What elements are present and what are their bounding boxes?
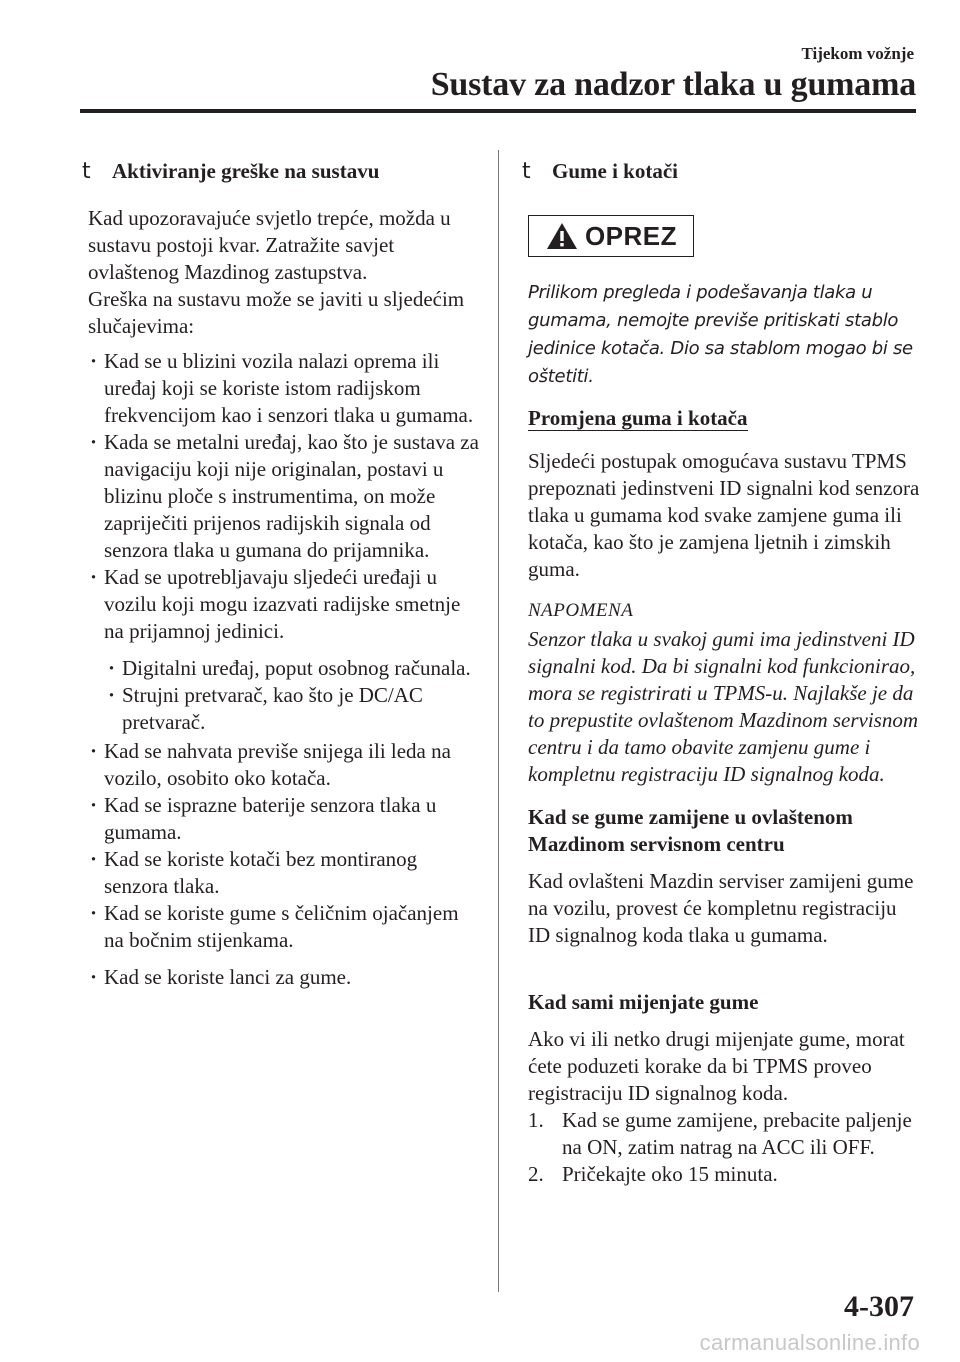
step-number: 1. bbox=[528, 1108, 544, 1132]
step-item bbox=[528, 1161, 922, 1188]
list-item: · Kad se u blizini vozila nalazi oprema ili uređaj koji se koriste istom radijskom frekvencijom kao i senzori tlaka u gumama. bbox=[82, 348, 482, 429]
section-heading-text: Gume i kotači bbox=[552, 159, 678, 183]
list-item: · Kad se koriste gume s čeličnim ojačanjem na bočnim stijenkama. bbox=[82, 900, 482, 954]
caution-box bbox=[528, 215, 694, 257]
section-heading-text: Aktiviranje greške na sustavu bbox=[112, 159, 380, 183]
page-number: 4-307 bbox=[844, 1290, 914, 1323]
section-heading-tyres-wheels bbox=[522, 158, 922, 185]
section-marker-icon: t bbox=[522, 159, 531, 184]
warning-triangle-icon bbox=[545, 221, 579, 251]
caution-text: Prilikom pregleda i podešavanja tlaka u gumama, nemojte previše pritiskati stablo jedinice kotača. Dio sa stablom mogao bi se oštetiti. bbox=[528, 282, 913, 387]
running-header-chapter: Tijekom vožnje bbox=[801, 44, 914, 63]
list-item: · Kad se koriste lanci za gume. bbox=[82, 964, 482, 991]
steps-list bbox=[522, 1107, 922, 1188]
right-column bbox=[522, 158, 922, 1188]
note-text: Senzor tlaka u svakoj gumi ima jedinstveni ID signalni kod. Da bi signalni kod funkcionirao, mora se registrirati u TPMS-u. Najlakše je da to prepustite ovlaštenom Mazdinom servisnom centru i da tamo obavite zamjenu gume i kompletnu registraciju ID signalnog koda. bbox=[528, 627, 919, 786]
sub-list-item: · Strujni pretvarač, kao što je DC/AC pretvarač. bbox=[82, 682, 482, 736]
fault-causes-list bbox=[82, 348, 482, 645]
caution-label: OPREZ bbox=[584, 220, 678, 251]
subheading-tyre-change: Promjena guma i kotača bbox=[528, 406, 748, 430]
column-divider bbox=[498, 150, 499, 1292]
list-item: · Kad se isprazne baterije senzora tlaka u gumama. bbox=[82, 792, 482, 846]
header-rule bbox=[80, 109, 916, 113]
step-text: Kad se gume zamijene, prebacite paljenje na ON, zatim natrag na ACC ili OFF. bbox=[562, 1108, 912, 1159]
device-sub-list bbox=[82, 655, 482, 736]
list-item: · Kada se metalni uređaj, kao što je sustava za navigaciju koji nije originalan, postavi u blizinu ploče s instrumentima, on može zapriječiti prijenos radijskih signala od senzora tlaka u gumana do prijamnika. bbox=[82, 429, 482, 564]
section-heading-system-fault bbox=[82, 158, 482, 185]
step-text: Pričekajte oko 15 minuta. bbox=[562, 1162, 778, 1186]
fault-causes-list-continued bbox=[82, 738, 482, 954]
sub-list-item: · Digitalni uređaj, poput osobnog računala. bbox=[82, 655, 482, 682]
list-item: · Kad se koriste kotači bez montiranog senzora tlaka. bbox=[82, 846, 482, 900]
dealer-change-paragraph: Kad ovlašteni Mazdin serviser zamijeni gume na vozilu, provest će kompletnu registraciju ID signalnog koda tlaka u gumama. bbox=[528, 869, 914, 947]
list-item: · Kad se upotrebljavaju sljedeći uređaji u vozilu koji mogu izazvati radijske smetnje na prijamnoj jedinici. bbox=[82, 564, 482, 645]
page-title: Sustav za nadzor tlaka u gumama bbox=[430, 66, 916, 103]
self-change-paragraph: Ako vi ili netko drugi mijenjate gume, morat ćete poduzeti korake da bi TPMS proveo registraciju ID signalnog koda. bbox=[528, 1027, 905, 1105]
note-title: NAPOMENA bbox=[528, 600, 634, 621]
intro-paragraph-2: Greška na sustavu može se javiti u sljedećim slučajevima: bbox=[88, 287, 465, 338]
heading-self-change: Kad sami mijenjate gume bbox=[528, 990, 759, 1014]
left-column bbox=[82, 158, 482, 991]
section-marker-icon: t bbox=[82, 159, 91, 184]
watermark: carmanualsonline.info bbox=[699, 1330, 920, 1355]
step-item bbox=[528, 1107, 922, 1161]
step-number: 2. bbox=[528, 1162, 544, 1186]
intro-paragraph: Kad upozoravajuće svjetlo trepće, možda u sustavu postoji kvar. Zatražite savjet ovlaštenog Mazdinog zastupstva. bbox=[88, 206, 451, 284]
list-item: · Kad se nahvata previše snijega ili leda na vozilo, osobito oko kotača. bbox=[82, 738, 482, 792]
heading-dealer-change: Kad se gume zamijene u ovlaštenom Mazdinom servisnom centru bbox=[528, 805, 853, 856]
fault-causes-list-last bbox=[82, 964, 482, 991]
tyre-change-paragraph: Sljedeći postupak omogućava sustavu TPMS prepoznati jedinstveni ID signalni kod senzora tlaka u gumama kod svake zamjene guma ili kotača, kao što je zamjena ljetnih i zimskih guma. bbox=[528, 449, 920, 581]
